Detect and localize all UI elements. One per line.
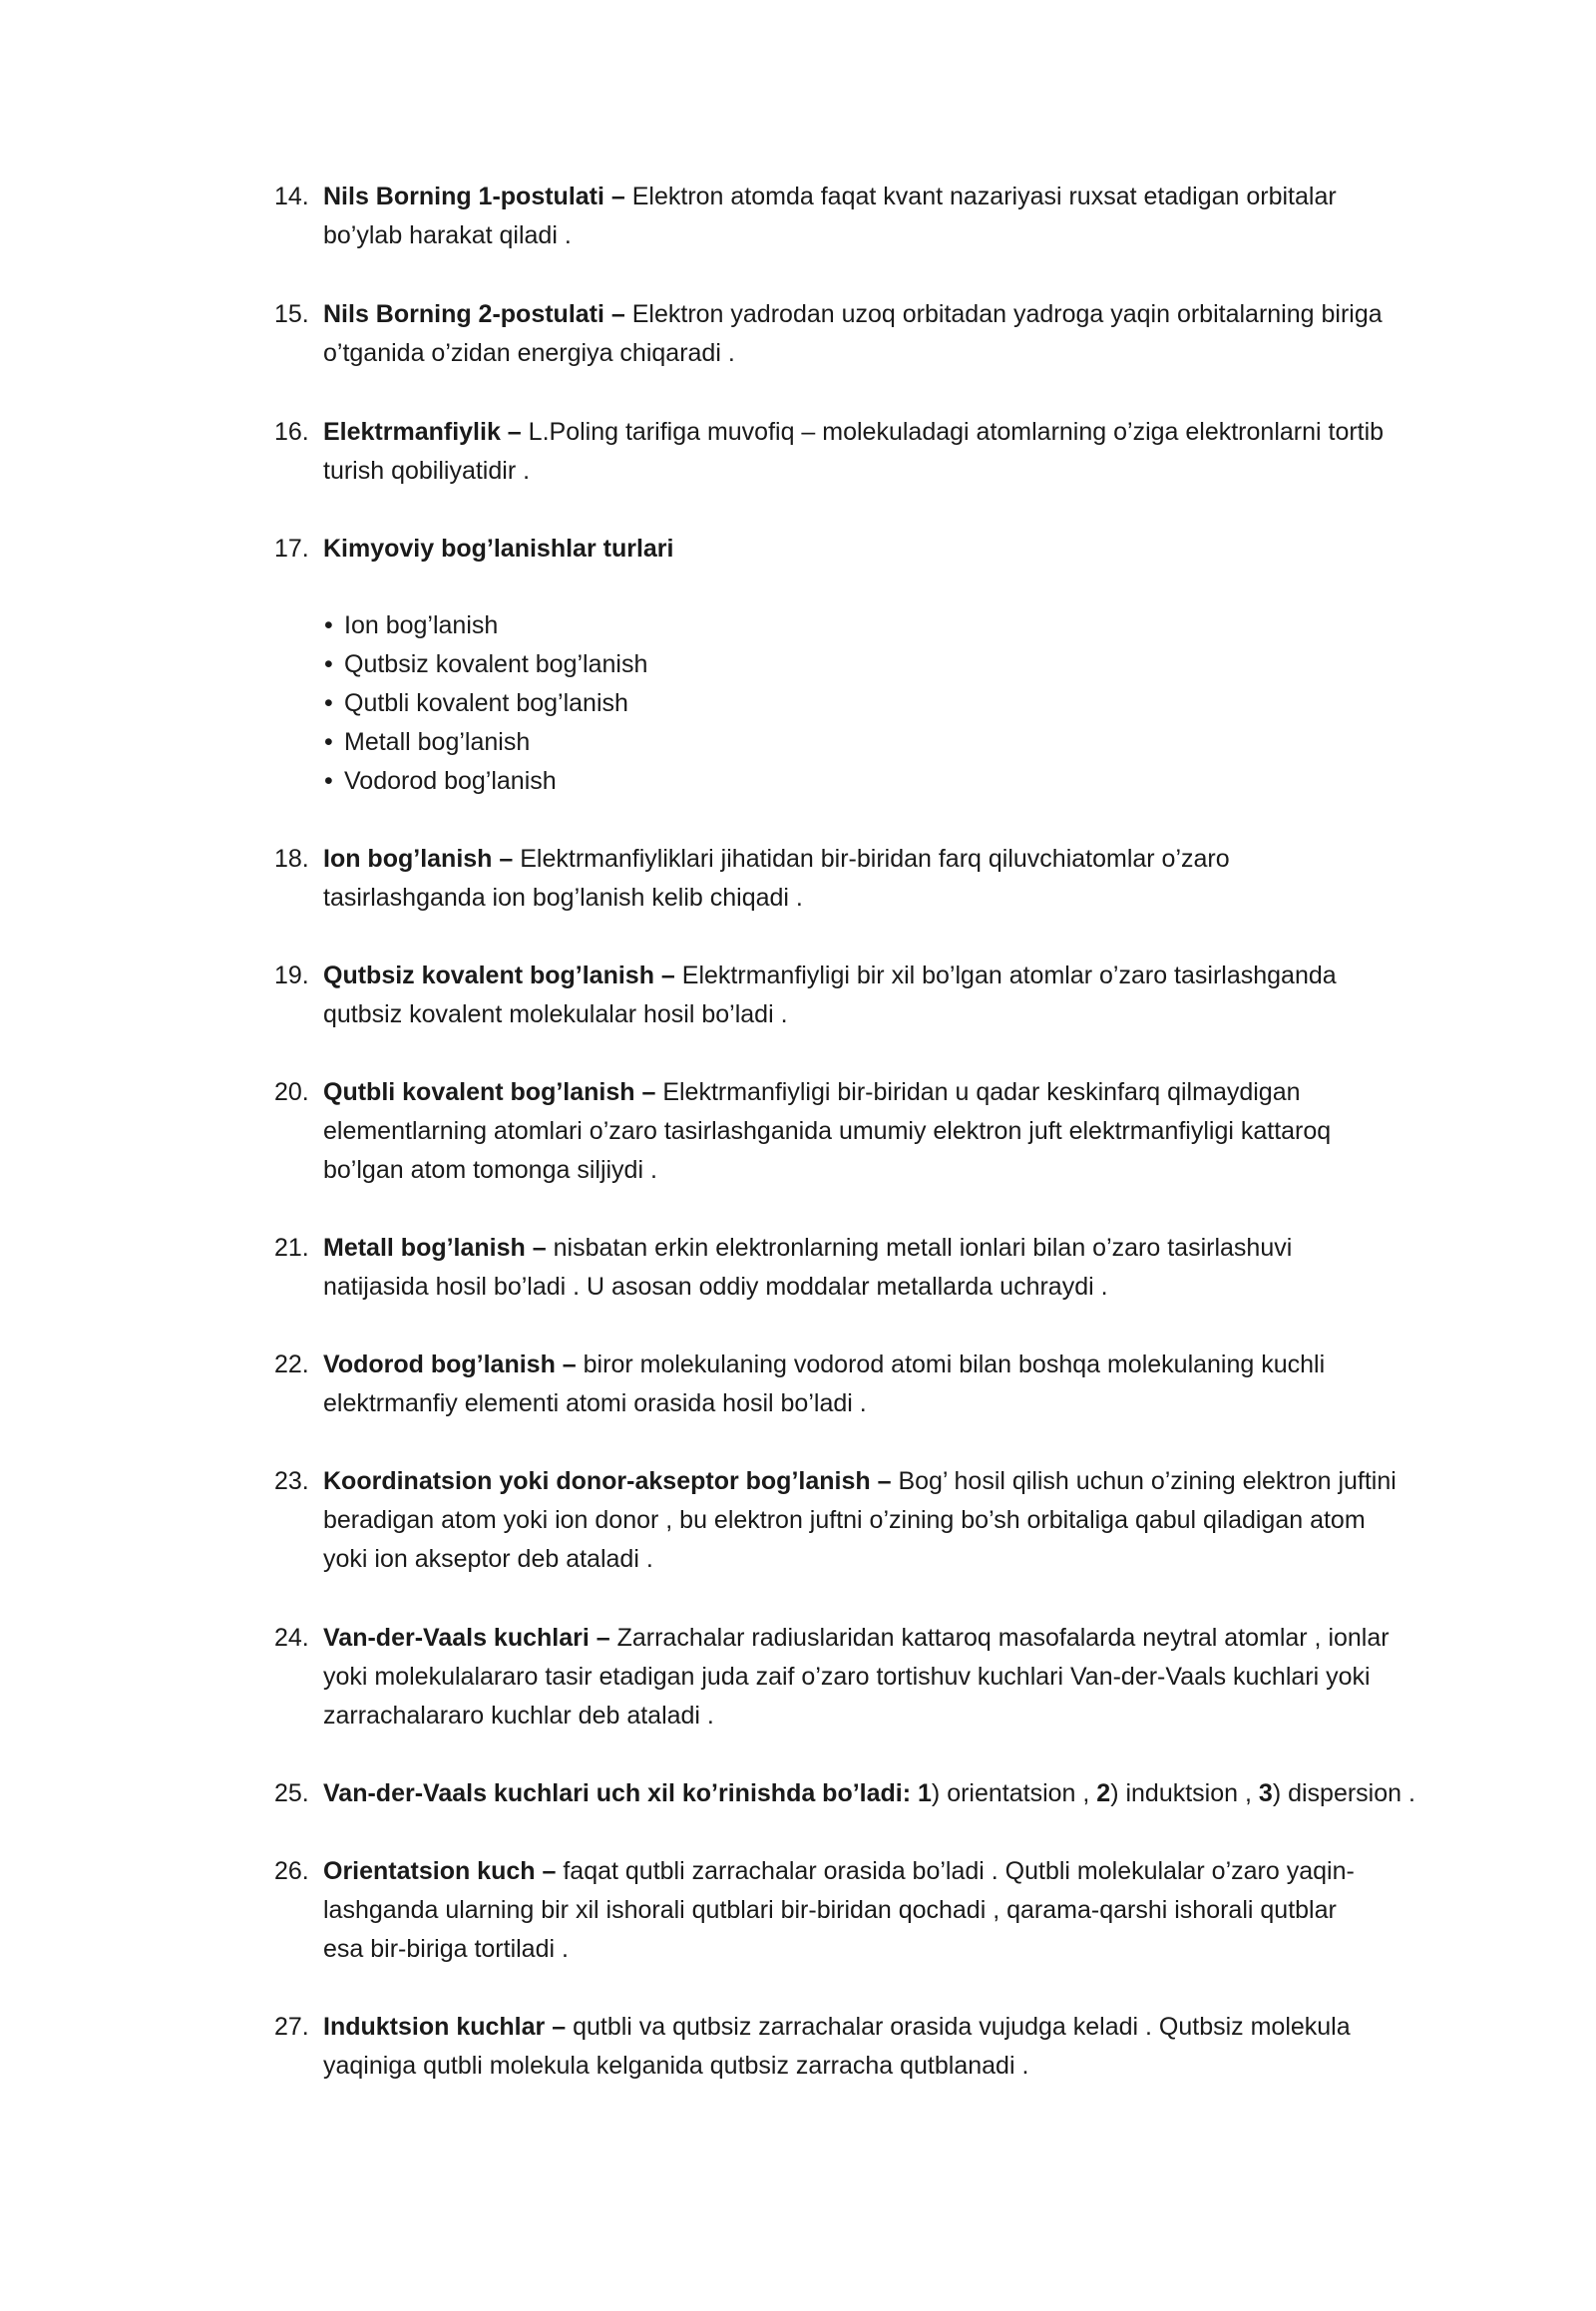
item-number: 20. xyxy=(274,1078,309,1106)
item-text: faqat qutbli zarrachalar orasida bo’ladi . Qutbli molekulalar o’zaro yaqin- xyxy=(563,1857,1355,1885)
item-line xyxy=(323,1774,1510,1813)
item-number: 23. xyxy=(274,1467,309,1495)
item-line: zarrachalararo kuchlar deb ataladi . xyxy=(323,1702,714,1730)
item-line: elektrmanfiy elementi atomi orasida hosil bo’ladi . xyxy=(323,1389,867,1417)
item-body xyxy=(323,178,1510,255)
item-text: Bog’ hosil qilish uchun o’zining elektron juftini xyxy=(898,1467,1396,1495)
bullet-icon: • xyxy=(324,689,333,717)
bullet-item xyxy=(324,606,647,645)
item-body xyxy=(323,1229,1510,1307)
item-line: esa bir-biriga tortiladi . xyxy=(323,1935,569,1963)
item-line xyxy=(323,530,1510,569)
item-term: Metall bog’lanish – xyxy=(323,1234,547,1262)
bullet-text: Metall bog’lanish xyxy=(344,728,531,756)
item-body xyxy=(323,1346,1510,1423)
item-number: 16. xyxy=(274,418,309,446)
bond-types-list xyxy=(324,606,647,801)
item-term: Van-der-Vaals kuchlari uch xil ko’rinishda bo’ladi: xyxy=(323,1779,912,1807)
item-body xyxy=(323,1852,1510,1969)
item-line xyxy=(323,1462,1510,1501)
item-term: Vodorod bog’lanish – xyxy=(323,1350,577,1378)
item-line xyxy=(323,413,1510,452)
item-body xyxy=(323,295,1510,373)
item-text: biror molekulaning vodorod atomi bilan boshqa molekulaning kuchli xyxy=(583,1350,1326,1378)
bullet-item xyxy=(324,645,647,684)
item-text: Elektron atomda faqat kvant nazariyasi ruxsat etadigan orbitalar xyxy=(631,183,1337,210)
item-body xyxy=(323,530,1510,569)
item-body xyxy=(323,2008,1510,2086)
item-term: Ion bog’lanish – xyxy=(323,845,514,873)
item-line xyxy=(323,1073,1510,1112)
item-text: nisbatan erkin elektronlarning metall ionlari bilan o’zaro tasirlashuvi xyxy=(553,1234,1293,1262)
item-line: lashganda ularning bir xil ishorali qutblari bir-biridan qochadi , qarama-qarshi ishorali qutblar xyxy=(323,1896,1337,1924)
item-line xyxy=(323,957,1510,995)
item-term: Qutbli kovalent bog’lanish – xyxy=(323,1078,656,1106)
bullet-item xyxy=(324,684,647,723)
item-body xyxy=(323,1774,1510,1813)
form-number: 2 xyxy=(1096,1779,1111,1807)
item-line: yoki molekulalararo tasir etadigan juda zaif o’zaro tortishuv kuchlari Van-der-Vaals kuchlari yoki xyxy=(323,1663,1371,1691)
item-term: Nils Borning 1-postulati – xyxy=(323,183,625,210)
item-term: Induktsion kuchlar – xyxy=(323,2013,567,2041)
item-body xyxy=(323,957,1510,1034)
bullet-text: Ion bog’lanish xyxy=(344,611,499,639)
item-number: 15. xyxy=(274,300,309,328)
item-line: beradigan atom yoki ion donor , bu elektron juftni o’zining bo’sh orbitaliga qabul qiladigan atom xyxy=(323,1506,1366,1534)
item-line: yoki ion akseptor deb ataladi . xyxy=(323,1545,653,1573)
item-number: 18. xyxy=(274,845,309,873)
item-line: tasirlashganda ion bog’lanish kelib chiqadi . xyxy=(323,884,803,912)
item-line xyxy=(323,1852,1510,1891)
item-body xyxy=(323,1462,1510,1579)
item-term: Kimyoviy bog’lanishlar turlari xyxy=(323,535,674,563)
item-line: bo’lgan atom tomonga siljiydi . xyxy=(323,1156,657,1184)
item-text: Elektrmanfiyligi bir xil bo’lgan atomlar o’zaro tasirlashganda xyxy=(681,962,1337,989)
item-number: 26. xyxy=(274,1857,309,1885)
item-line: o’tganida o’zidan energiya chiqaradi . xyxy=(323,339,735,367)
item-number: 27. xyxy=(274,2013,309,2041)
form-number: 1 xyxy=(918,1779,932,1807)
item-number: 22. xyxy=(274,1350,309,1378)
item-line xyxy=(323,2008,1510,2047)
bullet-icon: • xyxy=(324,728,333,756)
item-line xyxy=(323,840,1510,879)
form-number: 3 xyxy=(1258,1779,1273,1807)
item-line xyxy=(323,1619,1510,1658)
item-body xyxy=(323,840,1510,918)
item-term: Elektrmanfiylik – xyxy=(323,418,522,446)
bullet-icon: • xyxy=(324,650,333,678)
item-line: qutbsiz kovalent molekulalar hosil bo’ladi . xyxy=(323,1000,788,1028)
item-body xyxy=(323,413,1510,491)
item-number: 25. xyxy=(274,1779,309,1807)
item-body xyxy=(323,1619,1510,1735)
bullet-item xyxy=(324,723,647,762)
item-line: elementlarning atomlari o’zaro tasirlashganida umumiy elektron juft elektrmanfiyligi kattaroq xyxy=(323,1117,1332,1145)
bullet-text: Qutbsiz kovalent bog’lanish xyxy=(344,650,648,678)
bullet-icon: • xyxy=(324,767,333,795)
item-line xyxy=(323,178,1510,216)
item-body xyxy=(323,1073,1510,1190)
item-text: Elektron yadrodan uzoq orbitadan yadroga yaqin orbitalarning biriga xyxy=(631,300,1383,328)
item-number: 19. xyxy=(274,962,309,989)
item-line xyxy=(323,1346,1510,1384)
item-line: turish qobiliyatidir . xyxy=(323,457,531,485)
form-text: ) induktsion , xyxy=(1110,1779,1252,1807)
item-text: qutbli va qutbsiz zarrachalar orasida vujudga keladi . Qutbsiz molekula xyxy=(573,2013,1351,2041)
item-term: Qutbsiz kovalent bog’lanish – xyxy=(323,962,675,989)
item-text: Zarrachalar radiuslaridan kattaroq masofalarda neytral atomlar , ionlar xyxy=(616,1624,1390,1652)
item-number: 24. xyxy=(274,1624,309,1652)
form-text: ) orientatsion , xyxy=(931,1779,1090,1807)
item-term: Van-der-Vaals kuchlari – xyxy=(323,1624,610,1652)
item-number: 14. xyxy=(274,183,309,210)
item-text: L.Poling tarifiga muvofiq – molekuladagi atomlarning o’ziga elektronlarni tortib xyxy=(528,418,1385,446)
item-number: 17. xyxy=(274,535,309,563)
item-term: Koordinatsion yoki donor-akseptor bog’lanish – xyxy=(323,1467,892,1495)
item-term: Orientatsion kuch – xyxy=(323,1857,557,1885)
item-line: bo’ylab harakat qiladi . xyxy=(323,221,572,249)
form-text: ) dispersion . xyxy=(1272,1779,1415,1807)
bullet-item xyxy=(324,762,647,801)
item-text: Elektrmanfiyliklari jihatidan bir-biridan farq qiluvchiatomlar o’zaro xyxy=(520,845,1230,873)
item-line: yaqiniga qutbli molekula kelganida qutbsiz zarracha qutblanadi . xyxy=(323,2052,1029,2080)
item-line: natijasida hosil bo’ladi . U asosan oddiy moddalar metallarda uchraydi . xyxy=(323,1273,1108,1301)
item-term: Nils Borning 2-postulati – xyxy=(323,300,625,328)
item-number: 21. xyxy=(274,1234,309,1262)
bullet-icon: • xyxy=(324,611,333,639)
item-line xyxy=(323,1229,1510,1268)
bullet-text: Vodorod bog’lanish xyxy=(344,767,557,795)
item-text: Elektrmanfiyligi bir-biridan u qadar keskinfarq qilmaydigan xyxy=(662,1078,1301,1106)
item-line xyxy=(323,295,1510,334)
bullet-text: Qutbli kovalent bog’lanish xyxy=(344,689,628,717)
